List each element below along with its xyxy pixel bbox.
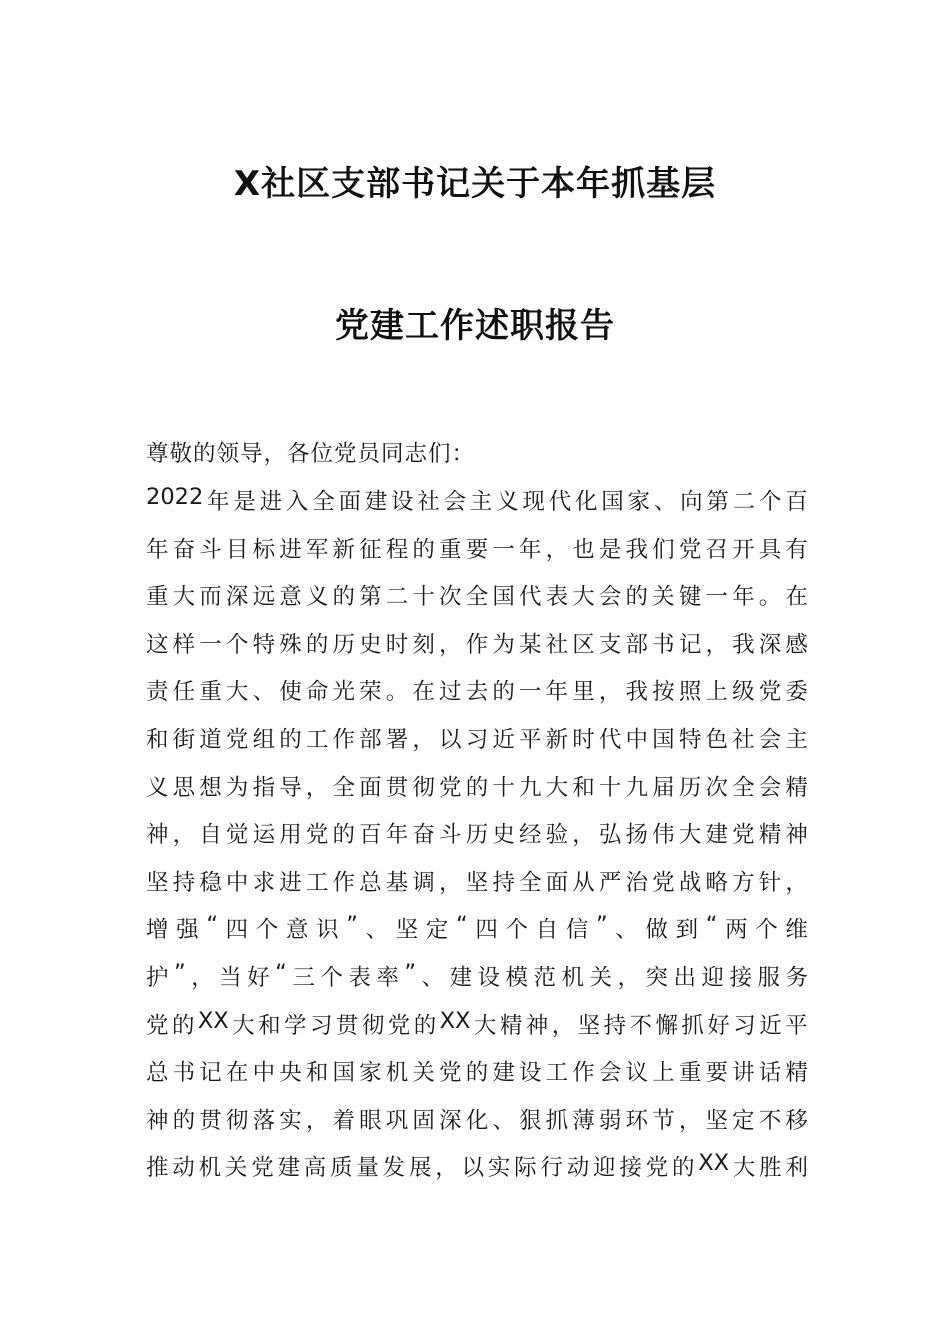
body-line: 神 的 贯 彻 落 实 ， 着 眼 巩 固 深 化 、 狠 抓 薄 弱 环 节 ， 坚 定 不 移 — [146, 1107, 808, 1134]
body-line: 这 样 一 个 特 殊 的 历 史 时 刻 ， 作 为 某 社 区 支 部 书 记 ， 我 深 感 — [146, 631, 808, 658]
body-line: 责 任 重 大 、 使 命 光 荣 。 在 过 去 的 一 年 里 ， 我 按 照 上 级 党 委 — [146, 679, 808, 706]
body-line: 推 动 机 关 党 建 高 质 量 发 展 ， 以 实 际 行 动 迎 接 党 的 XX 大 胜 利 — [146, 1150, 808, 1182]
body-line: 护 ” ， 当 好 “ 三 个 表 率 ” 、 建 设 模 范 机 关 ， 突 出 迎 接 服 务 — [146, 960, 808, 991]
body-line: 总 书 记 在 中 央 和 国 家 机 关 党 的 建 设 工 作 会 议 上 重 要 讲 话 精 — [146, 1060, 808, 1087]
body-line: 重 大 而 深 远 意 义 的 第 二 十 次 全 国 代 表 大 会 的 关 键 一 年 。 在 — [146, 584, 808, 611]
body-line: 年 奋 斗 目 标 进 军 新 征 程 的 重 要 一 年 ， 也 是 我 们 党 召 开 具 有 — [146, 536, 808, 563]
body-line: 义 思 想 为 指 导 ， 全 面 贯 彻 党 的 十 九 大 和 十 九 届 历 次 全 会 精 — [146, 774, 808, 801]
body-line: 和 街 道 党 组 的 工 作 部 署 ， 以 习 近 平 新 时 代 中 国 特 色 社 会 主 — [146, 727, 808, 753]
body-line: 坚 持 稳 中 求 进 工 作 总 基 调 ， 坚 持 全 面 从 严 治 党 战 略 方 针 ， — [146, 869, 808, 896]
body-line: 神 ， 自 觉 运 用 党 的 百 年 奋 斗 历 史 经 验 ， 弘 扬 伟 大 建 党 精 神 — [146, 822, 808, 849]
body-line: 增 强 “ 四 个 意 识 ” 、 坚 定 “ 四 个 自 信 ” 、 做 到 “ 两 个 维 — [146, 912, 808, 944]
document-title-line-1: X社区支部书记关于本年抓基层 — [233, 164, 717, 204]
document-title-line-2: 党建工作述职报告 — [335, 306, 615, 346]
salutation: 尊敬的领导，各位党员同志们： — [146, 441, 476, 467]
body-line: 党 的 XX 大 和 学 习 贯 彻 党 的 XX 大 精 神 ， 坚 持 不 懈 抓 好 习 近 平 — [146, 1007, 808, 1039]
body-line: 2022 年 是 进 入 全 面 建 设 社 会 主 义 现 代 化 国 家 、 向 第 二 个 百 — [146, 484, 808, 515]
